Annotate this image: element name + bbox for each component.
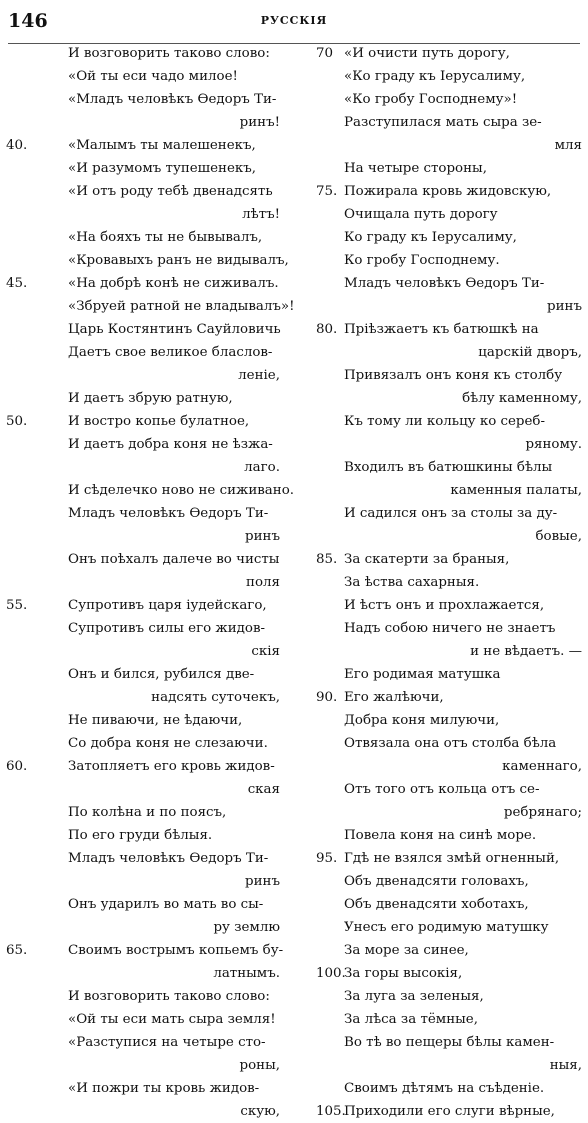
verse-line <box>298 617 588 640</box>
verse-line <box>298 42 588 65</box>
page-number: 146 <box>8 10 48 32</box>
verse-line <box>298 755 588 778</box>
verse-line <box>298 1054 588 1077</box>
verse-line <box>298 111 588 134</box>
verse-text: За ѣства сахарныя. <box>344 575 480 590</box>
verse-line <box>298 479 588 502</box>
verse-text: скія <box>251 644 280 659</box>
running-head: РУССКІЯ <box>260 14 328 27</box>
verse-line <box>298 249 588 272</box>
verse-text: За горы высокія, <box>344 966 463 981</box>
verse-line <box>0 709 296 732</box>
verse-line <box>298 410 588 433</box>
verse-line <box>0 456 296 479</box>
verse-text: ская <box>247 782 280 797</box>
verse-text: и не вѣдаетъ. — <box>470 644 582 659</box>
verse-number: 65. <box>6 943 28 958</box>
verse-line <box>298 157 588 180</box>
verse-text: Къ тому ли кольцу ко сереб- <box>344 414 546 429</box>
verse-text: ринъ <box>245 874 280 889</box>
verse-line <box>298 433 588 456</box>
verse-line <box>0 387 296 410</box>
verse-line <box>298 801 588 824</box>
verse-line <box>0 732 296 755</box>
verse-line <box>0 479 296 502</box>
verse-line <box>298 226 588 249</box>
verse-number: 105. <box>316 1104 346 1119</box>
verse-text: Своимъ вострымъ копьемъ бу- <box>68 943 284 958</box>
verse-line <box>0 939 296 962</box>
verse-text: Добра коня милуючи, <box>344 713 500 728</box>
verse-text: «Ко гробу Господнему»! <box>344 92 518 107</box>
verse-text: надсять суточекъ, <box>151 690 280 705</box>
verse-line <box>0 249 296 272</box>
verse-line <box>0 433 296 456</box>
verse-line <box>298 548 588 571</box>
verse-line <box>298 272 588 295</box>
verse-line <box>298 824 588 847</box>
verse-text: ру землю <box>213 920 280 935</box>
verse-line <box>0 272 296 295</box>
verse-text: «Младъ человѣкъ Ѳедоръ Ти- <box>68 92 277 107</box>
verse-line <box>298 88 588 111</box>
verse-text: Затопляетъ его кровь жидов- <box>68 759 275 774</box>
verse-line <box>298 364 588 387</box>
verse-line <box>0 1008 296 1031</box>
verse-text: Гдѣ не взялся змѣй огненный, <box>344 851 560 866</box>
verse-line <box>0 755 296 778</box>
verse-line <box>0 318 296 341</box>
verse-text: Царь Костянтинъ Сауйловичь <box>68 322 281 337</box>
verse-line <box>298 893 588 916</box>
verse-text: Объ двенадсяти головахъ, <box>344 874 529 889</box>
verse-line <box>0 410 296 433</box>
verse-line <box>298 870 588 893</box>
verse-line <box>298 663 588 686</box>
verse-text: «Разступися на четыре сто- <box>68 1035 266 1050</box>
verse-text: «Ой ты еси мать сыра земля! <box>68 1012 276 1027</box>
verse-line <box>298 640 588 663</box>
verse-line <box>0 778 296 801</box>
verse-text: Повела коня на синѣ море. <box>344 828 537 843</box>
verse-line <box>0 962 296 985</box>
verse-text: «На добрѣ конѣ не сиживалъ. <box>68 276 279 291</box>
verse-line <box>0 42 296 65</box>
verse-text: мля <box>554 138 582 153</box>
verse-text: Не пиваючи, не ѣдаючи, <box>68 713 243 728</box>
verse-line <box>298 341 588 364</box>
verse-line <box>298 1008 588 1031</box>
verse-text: Младъ человѣкъ Ѳедоръ Ти- <box>68 851 269 866</box>
verse-line <box>298 1077 588 1100</box>
verse-text: Онъ и бился, рубился две- <box>68 667 255 682</box>
verse-line <box>0 88 296 111</box>
verse-text: Онъ поѣхалъ далече во чисты <box>68 552 280 567</box>
verse-text: Во тѣ во пещеры бѣлы камен- <box>344 1035 555 1050</box>
verse-text: «Малымъ ты малешенекъ, <box>68 138 256 153</box>
verse-text: каменнаго, <box>502 759 582 774</box>
verse-text: Своимъ дѣтямъ на съѣденіе. <box>344 1081 545 1096</box>
verse-text: За море за синее, <box>344 943 469 958</box>
verse-text: И востро копье булатное, <box>68 414 250 429</box>
verse-text: И возговорить таково слово: <box>68 989 270 1004</box>
verse-text: Разступилася мать сыра зе- <box>344 115 542 130</box>
verse-number: 50. <box>6 414 28 429</box>
verse-text: поля <box>246 575 280 590</box>
verse-line <box>0 548 296 571</box>
verse-line <box>298 502 588 525</box>
verse-line <box>0 571 296 594</box>
verse-line <box>298 180 588 203</box>
verse-line <box>298 134 588 157</box>
verse-line <box>0 1100 296 1123</box>
verse-line <box>0 1077 296 1100</box>
verse-text: «На бояхъ ты не бывывалъ, <box>68 230 263 245</box>
verse-line <box>0 111 296 134</box>
verse-line <box>0 663 296 686</box>
verse-line <box>0 180 296 203</box>
verse-line <box>298 571 588 594</box>
verse-text: И садился онъ за столы за ду- <box>344 506 558 521</box>
verse-text: Отвязала она отъ столба бѣла <box>344 736 557 751</box>
verse-text: «И разумомъ тупешенекъ, <box>68 161 257 176</box>
verse-text: «Кровавыхъ ранъ не видывалъ, <box>68 253 289 268</box>
verse-text: Его родимая матушка <box>344 667 501 682</box>
verse-text: Унесъ его родимую матушку <box>344 920 549 935</box>
right-column <box>298 42 588 1123</box>
verse-text: ринъ! <box>239 115 280 130</box>
verse-number: 60. <box>6 759 28 774</box>
verse-text: Пріѣзжаетъ къ батюшкѣ на <box>344 322 539 337</box>
verse-line <box>298 594 588 617</box>
verse-line <box>298 318 588 341</box>
verse-line <box>0 226 296 249</box>
verse-text: бовые, <box>535 529 582 544</box>
verse-text: ребрянаго; <box>503 805 582 820</box>
verse-text: На четыре стороны, <box>344 161 487 176</box>
verse-number: 55. <box>6 598 28 613</box>
verse-line <box>298 985 588 1008</box>
verse-text: Со добра коня не слезаючи. <box>68 736 268 751</box>
verse-text: бѣлу каменному, <box>462 391 582 406</box>
verse-text: И возговорить таково слово: <box>68 46 270 61</box>
verse-line <box>0 65 296 88</box>
left-column <box>0 42 296 1123</box>
verse-line <box>0 157 296 180</box>
verse-text: Входилъ въ батюшкины бѣлы <box>344 460 553 475</box>
verse-line <box>0 686 296 709</box>
verse-text: Очищала путь дорогу <box>344 207 498 222</box>
verse-text: ряному. <box>525 437 582 452</box>
page-header <box>0 10 588 36</box>
verse-text: леніе, <box>238 368 280 383</box>
verse-text: царскій дворъ, <box>478 345 582 360</box>
verse-text: Младъ человѣкъ Ѳедоръ Ти- <box>68 506 269 521</box>
verse-line <box>0 502 296 525</box>
verse-line <box>298 962 588 985</box>
verse-line <box>0 870 296 893</box>
verse-line <box>0 824 296 847</box>
verse-text: «И отъ роду тебѣ двенадсять <box>68 184 273 199</box>
verse-text: «Ко граду къ Іерусалиму, <box>344 69 526 84</box>
verse-text: ринъ <box>547 299 582 314</box>
verse-text: лѣтъ! <box>242 207 280 222</box>
verse-text: Ко граду къ Іерусалиму, <box>344 230 517 245</box>
verse-text: По его груди бѣлыя. <box>68 828 213 843</box>
verse-text: За луга за зеленыя, <box>344 989 484 1004</box>
verse-line <box>298 778 588 801</box>
verse-text: каменныя палаты, <box>450 483 582 498</box>
verse-text: ринъ <box>245 529 280 544</box>
verse-text: «Ой ты еси чадо милое! <box>68 69 238 84</box>
verse-number: 100. <box>316 966 346 981</box>
verse-text: лаго. <box>244 460 280 475</box>
verse-text: И даетъ добра коня не ѣзжа- <box>68 437 273 452</box>
verse-line <box>298 295 588 318</box>
verse-text: За лѣса за тёмные, <box>344 1012 478 1027</box>
verse-line <box>0 847 296 870</box>
verse-line <box>298 1100 588 1123</box>
verse-number: 80. <box>316 322 338 337</box>
verse-text: «И очисти путь дорогу, <box>344 46 510 61</box>
verse-text: Отъ того отъ кольца отъ се- <box>344 782 540 797</box>
verse-text: «Збруей ратной не владывалъ»! <box>68 299 295 314</box>
verse-number: 40. <box>6 138 28 153</box>
verse-line <box>0 617 296 640</box>
verse-line <box>298 387 588 410</box>
verse-number: 90. <box>316 690 338 705</box>
verse-line <box>298 732 588 755</box>
verse-number: 70 <box>316 46 334 61</box>
verse-text: Супротивъ царя іудейскаго, <box>68 598 267 613</box>
verse-line <box>0 640 296 663</box>
verse-text: И сѣделечко ново не сиживано. <box>68 483 295 498</box>
verse-line <box>298 65 588 88</box>
verse-text: Привязалъ онъ коня къ столбу <box>344 368 563 383</box>
verse-number: 75. <box>316 184 338 199</box>
verse-line <box>0 985 296 1008</box>
verse-line <box>0 1054 296 1077</box>
verse-number: 85. <box>316 552 338 567</box>
verse-line <box>298 916 588 939</box>
verse-line <box>0 1031 296 1054</box>
verse-line <box>298 709 588 732</box>
verse-line <box>0 916 296 939</box>
verse-line <box>0 893 296 916</box>
verse-text: Его жалѣючи, <box>344 690 444 705</box>
verse-line <box>298 939 588 962</box>
verse-text: И ѣстъ онъ и прохлажается, <box>344 598 545 613</box>
verse-text: Даетъ свое великое бласлов- <box>68 345 273 360</box>
verse-line <box>0 341 296 364</box>
verse-text: скую, <box>240 1104 280 1119</box>
verse-text: По колѣна и по поясъ, <box>68 805 227 820</box>
verse-text: роны, <box>239 1058 280 1073</box>
verse-text: Младъ человѣкъ Ѳедоръ Ти- <box>344 276 545 291</box>
verse-text: Супротивъ силы его жидов- <box>68 621 266 636</box>
verse-line <box>0 594 296 617</box>
verse-text: Онъ ударилъ во мать во сы- <box>68 897 264 912</box>
verse-text: За скатерти за браныя, <box>344 552 510 567</box>
verse-line <box>0 203 296 226</box>
verse-text: Приходили его слуги вѣрные, <box>344 1104 555 1119</box>
verse-line <box>0 295 296 318</box>
verse-line <box>298 203 588 226</box>
verse-text: И даетъ збрую ратную, <box>68 391 233 406</box>
verse-line <box>0 134 296 157</box>
verse-text: Ко гробу Господнему. <box>344 253 500 268</box>
verse-line <box>298 525 588 548</box>
verse-text: Пожирала кровь жидовскую, <box>344 184 552 199</box>
verse-line <box>0 525 296 548</box>
verse-text: Объ двенадсяти хоботахъ, <box>344 897 529 912</box>
verse-number: 95. <box>316 851 338 866</box>
verse-text: латнымъ. <box>213 966 280 981</box>
verse-line <box>0 801 296 824</box>
verse-text: Надъ собою ничего не знаетъ <box>344 621 556 636</box>
verse-line <box>298 1031 588 1054</box>
verse-line <box>0 364 296 387</box>
verse-text: ныя, <box>549 1058 582 1073</box>
verse-line <box>298 686 588 709</box>
verse-line <box>298 847 588 870</box>
verse-text: «И пожри ты кровь жидов- <box>68 1081 260 1096</box>
verse-line <box>298 456 588 479</box>
verse-number: 45. <box>6 276 28 291</box>
